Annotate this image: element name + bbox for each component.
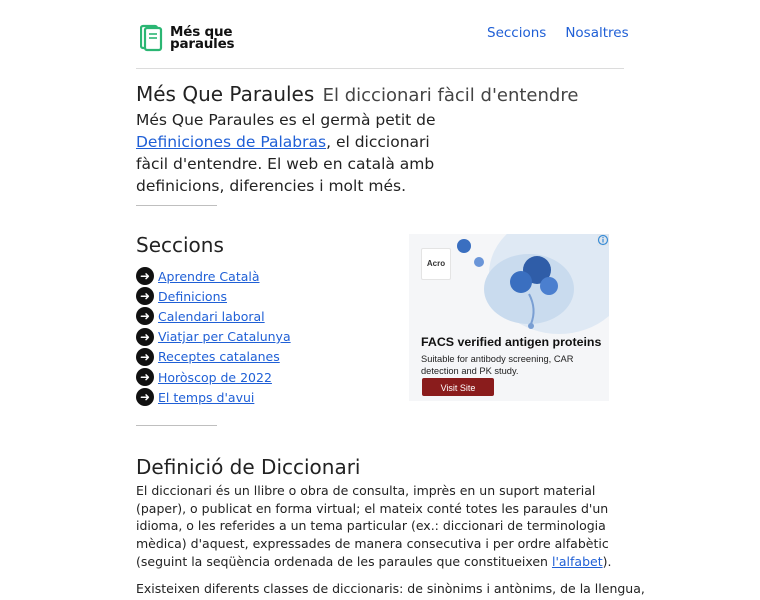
sections-list <box>136 266 291 407</box>
ad-description: Suitable for antibody screening, CAR detection and PK study. <box>421 354 574 376</box>
section-link-viatjar[interactable]: Viatjar per Catalunya <box>158 329 291 345</box>
nav-link-nosaltres[interactable]: Nosaltres <box>565 25 629 41</box>
arrow-right-icon: ➜ <box>136 328 154 346</box>
section-link-horoscop[interactable]: Horòscop de 2022 <box>158 369 272 385</box>
list-item <box>136 306 291 326</box>
arrow-right-icon: ➜ <box>136 368 154 386</box>
ad-banner[interactable] <box>409 234 609 401</box>
ad-choices-icon <box>597 234 609 246</box>
hero-intro-text-1: Més Que Paraules es el germà petit de <box>136 111 436 129</box>
definition-paragraph <box>136 482 616 571</box>
arrow-right-icon: ➜ <box>136 307 154 325</box>
hero-title: Més Que Paraules <box>136 82 315 106</box>
definition-heading: Definició de Diccionari <box>136 455 361 479</box>
definiciones-link[interactable]: Definiciones de Palabras <box>136 133 327 151</box>
logo-line-2: paraules <box>170 36 235 52</box>
hero-heading <box>136 82 578 106</box>
arrow-right-icon: ➜ <box>136 348 154 366</box>
section-link-calendari-laboral[interactable]: Calendari laboral <box>158 308 265 324</box>
section-link-receptes[interactable]: Receptes catalanes <box>158 349 280 365</box>
list-item <box>136 367 291 387</box>
arrow-right-icon: ➜ <box>136 388 154 406</box>
hero-intro-text-2: , el diccionari fàcil d'entendre. El web en català amb definicions, diferencies i molt més. <box>136 133 435 195</box>
list-item <box>136 286 291 306</box>
sections-heading: Seccions <box>136 233 224 257</box>
logo-line-1: Més que <box>170 24 233 40</box>
nav-link-seccions[interactable]: Seccions <box>487 25 547 41</box>
top-nav <box>487 25 629 41</box>
definition-text-1: El diccionari és un llibre o obra de consulta, imprès en un suport material (paper), o publicat en forma virtual; el mateix conté totes les paraules d'un idioma, o les referides a un tema particular (ex.: diccionari de terminologia mèdica) d'aquest, expressades de manera consecutiva i per ordre alfabètic (seguint la seqüència ordenada de les paraules que constitueixen <box>136 483 609 569</box>
ad-title: FACS verified antigen proteins <box>421 335 602 349</box>
book-logo-icon <box>140 24 164 52</box>
section-link-aprendre-catala[interactable]: Aprendre Català <box>158 268 260 284</box>
alfabet-link[interactable]: l'alfabet <box>551 553 603 569</box>
list-item <box>136 347 291 367</box>
hero-subtitle: El diccionari fàcil d'entendre <box>322 85 579 106</box>
definition-paragraph-2: Existeixen diferents classes de diccionaris: de sinònims i antònims, de la llengua, <box>136 581 645 596</box>
site-logo[interactable] <box>140 24 234 52</box>
ad-brand-logo: Acro <box>421 248 451 280</box>
section-link-definicions[interactable]: Definicions <box>158 288 228 304</box>
section-link-el-temps[interactable]: El temps d'avui <box>158 389 255 405</box>
ad-visit-site-button[interactable]: Visit Site <box>422 378 494 396</box>
hero-intro <box>136 109 456 197</box>
list-item <box>136 327 291 347</box>
ad-info-icon[interactable] <box>597 234 609 246</box>
logo-text <box>170 26 234 50</box>
header-divider <box>136 68 624 69</box>
arrow-right-icon: ➜ <box>136 287 154 305</box>
list-item <box>136 387 291 407</box>
definition-text-2: ). <box>602 553 612 569</box>
list-item <box>136 266 291 286</box>
arrow-right-icon: ➜ <box>136 267 154 285</box>
section-divider <box>136 425 217 426</box>
section-divider <box>136 205 217 206</box>
